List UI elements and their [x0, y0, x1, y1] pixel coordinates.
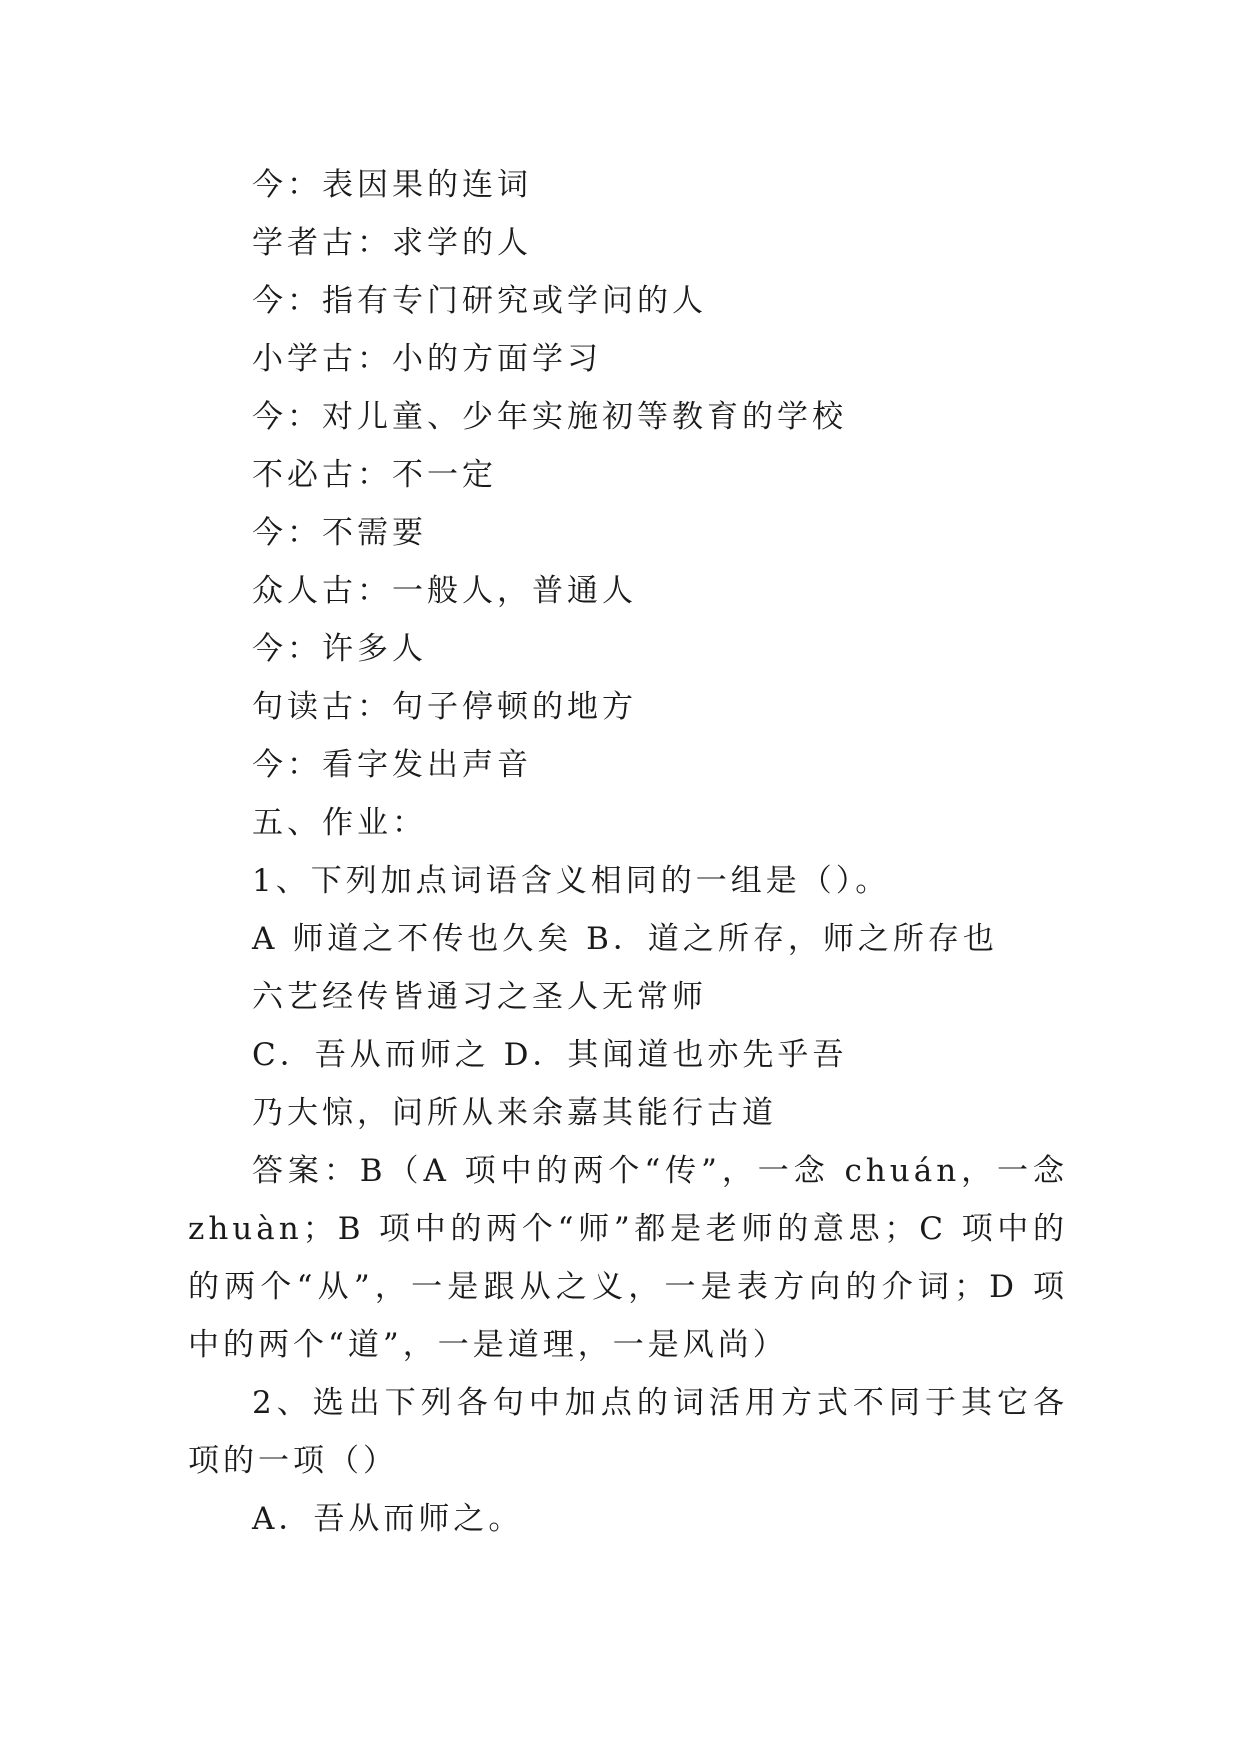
text-line: 不必古：不一定 [252, 457, 497, 493]
question-2-option-a: A．吾从而师之。 [252, 1501, 524, 1537]
section-heading: 五、作业： [252, 805, 427, 841]
question-1-options-cd: C．吾从而师之 D．其闻道也亦先乎吾 [252, 1037, 848, 1073]
question-1-option-text: 六艺经传皆通习之圣人无常师 [252, 979, 707, 1015]
text-line: 今：看字发出声音 [252, 747, 532, 783]
text-line: 学者古：求学的人 [252, 225, 532, 261]
question-1-option-text: 乃大惊，问所从来余嘉其能行古道 [252, 1095, 777, 1131]
text-line: 众人古：一般人，普通人 [252, 573, 637, 609]
text-line: 今：许多人 [252, 631, 427, 667]
text-line: 今：表因果的连词 [252, 167, 532, 203]
document-body [188, 156, 1068, 1548]
text-line: 小学古：小的方面学习 [252, 341, 602, 377]
question-1: 1、下列加点词语含义相同的一组是（）。 [252, 863, 891, 899]
text-line: 句读古：句子停顿的地方 [252, 689, 637, 725]
question-2: 2、选出下列各句中加点的词活用方式不同于其它各项的一项（） [188, 1385, 1068, 1479]
question-1-options-ab: A 师道之不传也久矣 B．道之所存，师之所存也 [252, 921, 998, 957]
text-line: 今：对儿童、少年实施初等教育的学校 [252, 399, 847, 435]
text-line: 今：不需要 [252, 515, 427, 551]
text-line: 今：指有专门研究或学问的人 [252, 283, 707, 319]
answer-paragraph: 答案：B（A 项中的两个“传”，一念 chuán，一念 zhuàn；B 项中的两个“师”都是老师的意思；C 项中的的两个“从”，一是跟从之义，一是表方向的介词；D 项中的两个“道”，一是道理，一是风尚） [188, 1153, 1068, 1363]
